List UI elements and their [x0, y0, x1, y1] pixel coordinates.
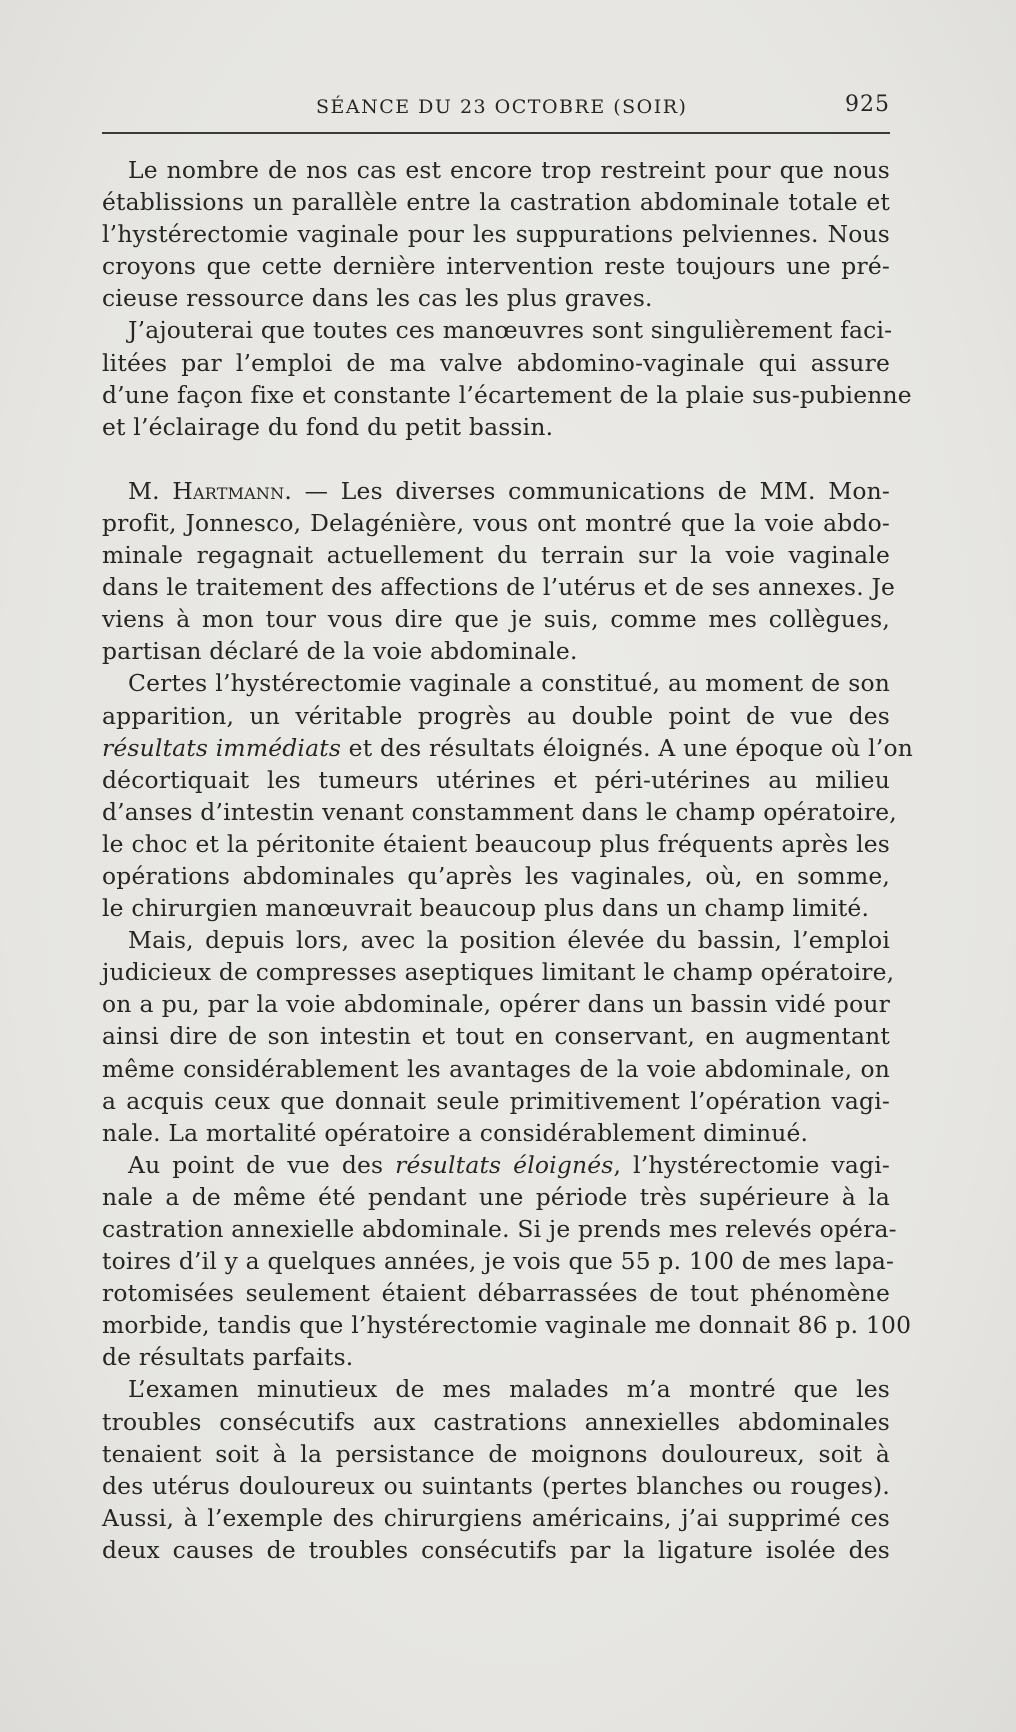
text-line: a acquis ceux que donnait seule primitivement l’opération vagi- — [102, 1086, 890, 1115]
text-line: croyons que cette dernière intervention reste toujours une pré- — [102, 252, 890, 281]
text-line: des utérus douloureux ou suintants (pertes blanches ou rouges). — [102, 1471, 890, 1500]
text-line: deux causes de troubles consécutifs par la ligature isolée des — [102, 1535, 890, 1564]
speaker-name: M. Hartmann. — [128, 476, 292, 505]
text-line: dans le traitement des affections de l’utérus et de ses annexes. Je — [102, 573, 896, 602]
text-line: même considérablement les avantages de la voie abdominale, on — [102, 1054, 890, 1083]
text-line: judicieux de compresses aseptiques limitant le champ opératoire, — [102, 958, 895, 987]
text-fragment: Au point de vue des — [128, 1150, 396, 1179]
text-line: morbide, tandis que l’hystérectomie vaginale me donnait 86 p. 100 — [102, 1311, 912, 1340]
text-line — [102, 1149, 890, 1181]
text-line: rotomisées seulement étaient débarrassées de tout phénomène — [102, 1279, 890, 1308]
page-header — [102, 92, 890, 122]
text-line: et l’éclairage du fond du petit bassin. — [102, 412, 554, 441]
text-line: d’une façon fixe et constante l’écartement de la plaie sus-pubienne — [102, 380, 912, 409]
text-line: L’examen minutieux de mes malades m’a montré que les — [128, 1375, 890, 1404]
text-line: de résultats parfaits. — [102, 1343, 354, 1372]
text-line: Mais, depuis lors, avec la position élevée du bassin, l’emploi — [128, 926, 890, 955]
text-line: troubles consécutifs aux castrations annexielles abdominales — [102, 1407, 890, 1436]
text-line: tenaient soit à la persistance de moignons douloureux, soit à — [102, 1439, 890, 1468]
italic-phrase: résultats immédiats — [102, 733, 342, 762]
text-line: nale. La mortalité opératoire a considérablement diminué. — [102, 1118, 809, 1147]
text-fragment: , l’hystérectomie vagi- — [613, 1150, 891, 1179]
text-line: opérations abdominales qu’après les vaginales, où, en somme, — [102, 861, 890, 890]
text-line: toires d’il y a quelques années, je vois que 55 p. 100 de mes lapa- — [102, 1247, 895, 1276]
text-line: profit, Jonnesco, Delagénière, vous ont montré que la voie abdo- — [102, 508, 890, 537]
text-line: établissions un parallèle entre la castration abdominale totale et — [102, 188, 890, 217]
text-line: Certes l’hystérectomie vaginale a constitué, au moment de son — [128, 669, 890, 698]
text-line: ainsi dire de son intestin et tout en conservant, en augmentant — [102, 1022, 890, 1051]
text-line: viens à mon tour vous dire que je suis, comme mes collègues, — [102, 605, 890, 634]
text-line — [102, 732, 914, 764]
text-line: apparition, un véritable progrès au double point de vue des — [102, 701, 890, 730]
text-fragment: — Les diverses communications de MM. Mon- — [291, 476, 890, 505]
text-line: décortiquait les tumeurs utérines et péri-utérines au milieu — [102, 765, 890, 794]
section-gap — [102, 443, 890, 475]
text-line: cieuse ressource dans les cas les plus graves. — [102, 284, 653, 313]
text-line: nale a de même été pendant une période très supérieure à la — [102, 1182, 890, 1211]
body-text — [102, 154, 914, 1566]
page-number: 925 — [845, 92, 890, 117]
text-line: le chirurgien manœuvrait beaucoup plus dans un champ limité. — [102, 894, 870, 923]
italic-phrase: résultats éloignés — [395, 1150, 614, 1179]
header-rule — [102, 132, 890, 134]
text-line: litées par l’emploi de ma valve abdomino-vaginale qui assure — [102, 348, 890, 377]
running-head: SÉANCE DU 23 OCTOBRE (SOIR) — [316, 96, 688, 118]
text-line: castration annexielle abdominale. Si je prends mes relevés opéra- — [102, 1215, 897, 1243]
text-line — [102, 475, 890, 507]
text-line: minale regagnait actuellement du terrain sur la voie vaginale — [102, 541, 890, 570]
text-line: Aussi, à l’exemple des chirurgiens américains, j’ai supprimé ces — [102, 1503, 890, 1532]
text-line: Le nombre de nos cas est encore trop restreint pour que nous — [128, 156, 890, 184]
text-line: l’hystérectomie vaginale pour les suppurations pelviennes. Nous — [102, 220, 890, 249]
text-fragment: et des résultats éloignés. A une époque où l’on — [341, 733, 914, 762]
text-line: partisan déclaré de la voie abdominale. — [102, 637, 578, 666]
text-line: J’ajouterai que toutes ces manœuvres sont singulièrement faci- — [128, 316, 893, 345]
text-line: le choc et la péritonite étaient beaucoup plus fréquents après les — [102, 829, 890, 858]
text-line: d’anses d’intestin venant constamment dans le champ opératoire, — [102, 797, 897, 826]
text-line: on a pu, par la voie abdominale, opérer dans un bassin vidé pour — [102, 990, 890, 1019]
